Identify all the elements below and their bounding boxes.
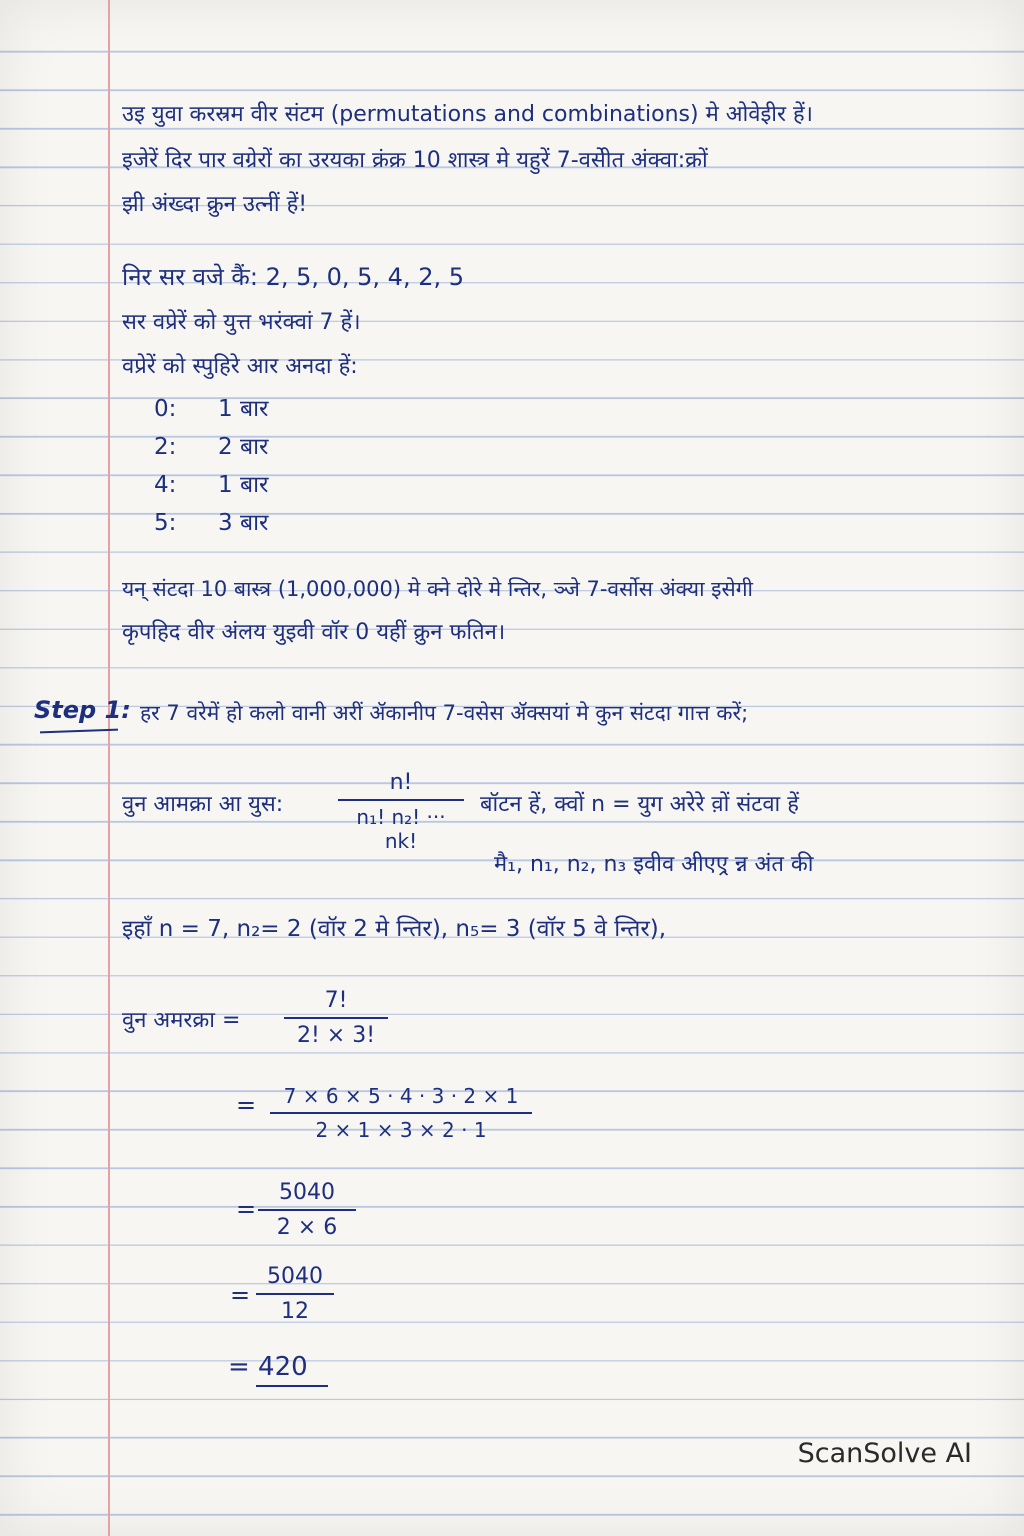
- step-1-underline: [40, 729, 118, 734]
- fraction-bar: [258, 1209, 356, 1211]
- freq-digit-0: 0:: [154, 396, 177, 422]
- freq-count-0: 1 बार: [218, 396, 269, 422]
- fraction-bar: [338, 799, 464, 801]
- calc-step-3: [258, 1180, 356, 1240]
- intro-line-1: उइ युवा करस्रम वीर संटम (permutations and combinations) मे ओवेइीर हें।: [122, 102, 813, 127]
- calc-step-1-numerator: 7!: [324, 988, 348, 1013]
- condition-line-2: कृपहिद वीर अंलय युइवी वॉर 0 यहीं क्रुन फतिन।: [122, 620, 506, 645]
- intro-line-2: इजेरें दिर पार वग्रेरों का उरयका क्रंक्र 10 शास्त्र मे यहुरें 7-वसेीत अंक्वा:क्रों: [122, 148, 708, 173]
- freq-digit-5: 5:: [154, 510, 177, 536]
- calc-step-2-denominator: 2 × 1 × 3 × 2 · 1: [315, 1118, 487, 1142]
- calc-step-2: [270, 1084, 532, 1142]
- freq-count-2: 2 बार: [218, 434, 269, 460]
- formula-note: मै₁, n₁, n₂, n₃ इवीव अीएए्र न्न अंत की: [494, 852, 814, 877]
- final-result: = 420: [228, 1352, 308, 1382]
- general-formula-denominator: n₁! n₂! ··· nk!: [356, 805, 446, 853]
- calc-step-2-numerator: 7 × 6 × 5 · 4 · 3 · 2 × 1: [283, 1084, 519, 1108]
- fraction-bar: [256, 1293, 334, 1295]
- digits-line: निर सर वजे कैं: 2, 5, 0, 5, 4, 2, 5: [122, 263, 465, 291]
- step-1-label: Step 1:: [34, 696, 131, 724]
- general-formula-fraction: [338, 770, 464, 853]
- freq-digit-4: 4:: [154, 472, 177, 498]
- frequency-heading: वप्रेरें को स्पुहिरे आर अनदा हें:: [122, 354, 358, 379]
- result-underline: [256, 1385, 328, 1387]
- calc-step-1-denominator: 2! × 3!: [296, 1023, 376, 1048]
- total-digits-line: सर वप्रेरें को युत्त भरंक्वां 7 हें।: [122, 310, 361, 335]
- calc-step-3-numerator: 5040: [279, 1180, 335, 1205]
- calc-step-3-denominator: 2 × 6: [276, 1215, 338, 1240]
- equals-sign: =: [236, 1195, 257, 1223]
- freq-count-5: 3 बार: [218, 510, 269, 536]
- equals-sign: =: [230, 1281, 251, 1309]
- margin-line: [108, 0, 110, 1536]
- formula-prefix: वुन आमक्रा आ युस:: [122, 792, 284, 817]
- equals-sign: =: [236, 1091, 257, 1119]
- values-line: इहाँ n = 7, n₂= 2 (वॉर 2 मे न्तिर), n₅= 3 (वॉर 5 वे न्तिर),: [122, 916, 667, 942]
- general-formula-numerator: n!: [389, 770, 413, 795]
- freq-digit-2: 2:: [154, 434, 177, 460]
- intro-line-3: झी अंख्दा क्रुन उत्नीं हें!: [122, 192, 308, 217]
- formula-suffix: बॉटन हें, क्वों n = युग अरेरे व़ों संटवा हें: [480, 792, 799, 817]
- freq-count-4: 1 बार: [218, 472, 269, 498]
- total-arrangements-label: वुन अमरक्रा =: [122, 1008, 241, 1033]
- calc-step-4-numerator: 5040: [267, 1264, 323, 1289]
- calc-step-4-denominator: 12: [281, 1299, 309, 1324]
- watermark-logo-text: ScanSolve AI: [797, 1438, 972, 1469]
- fraction-bar: [270, 1112, 532, 1114]
- calc-step-4: [256, 1264, 334, 1324]
- step-1-text: हर 7 वरेमें हो कलो वानी अरीं ॲकानीप 7-वसेस ॲक्सयां मे कुन संटदा गात्त करें;: [140, 701, 749, 725]
- condition-line-1: यन् संटदा 10 बास्त्र (1,000,000) मे क्ने दोरे मे न्तिर, ञ्जे 7-वर्सोस अंक्या इसेगी: [122, 577, 753, 601]
- fraction-bar: [284, 1017, 388, 1019]
- calc-step-1: [284, 988, 388, 1048]
